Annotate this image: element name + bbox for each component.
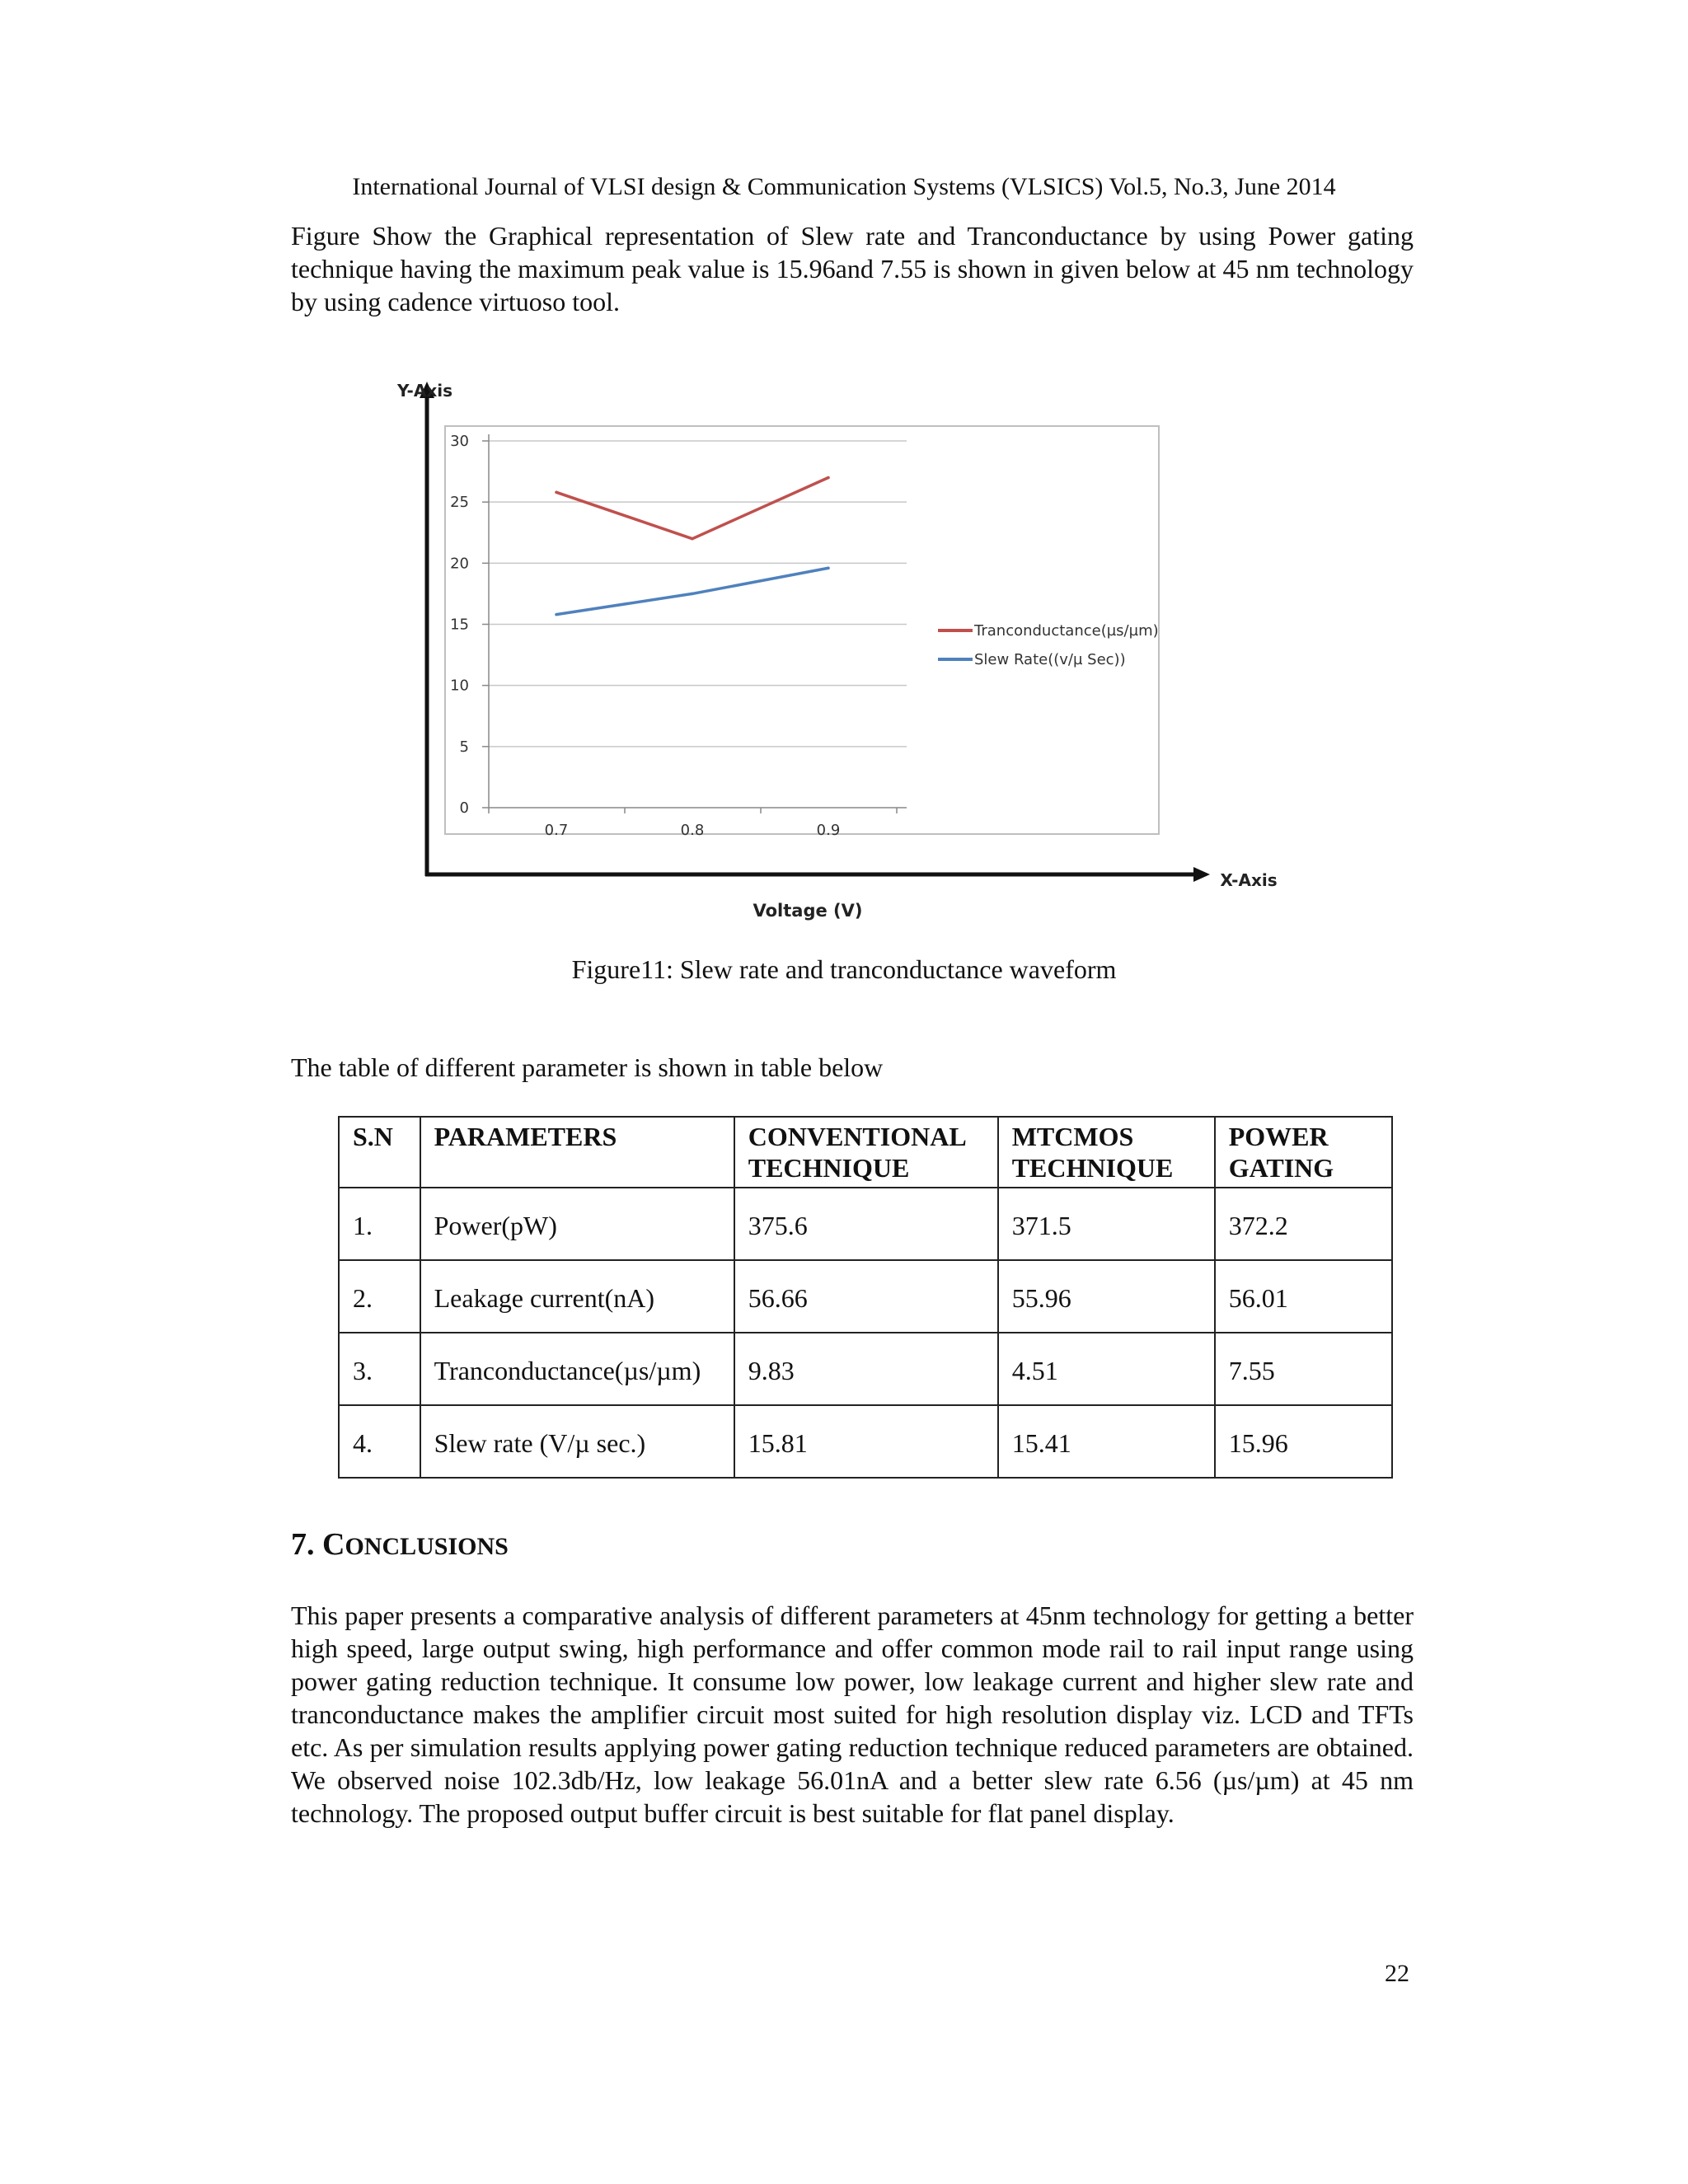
cell-power-gating: 7.55: [1215, 1333, 1392, 1405]
cell-mtcmos: 15.41: [998, 1405, 1215, 1478]
cell-conventional: 9.83: [734, 1333, 998, 1405]
table-row: [339, 1405, 1392, 1478]
data-point: [555, 613, 558, 616]
cell-parameter: Leakage current(nA): [420, 1260, 734, 1333]
table-row: [339, 1333, 1392, 1405]
table-header-row: [339, 1117, 1392, 1188]
y-tick-label: 5: [459, 738, 469, 756]
data-point: [827, 476, 830, 480]
cell-conventional: 375.6: [734, 1188, 998, 1260]
y-axis-caption: Y-Axis: [397, 381, 452, 401]
journal-header: International Journal of VLSI design & Communication Systems (VLSICS) Vol.5, No.3, June 2014: [352, 173, 1336, 200]
section-title: ONCLUSIONS: [345, 1533, 509, 1560]
cell-mtcmos: 55.96: [998, 1260, 1215, 1333]
table-row: [339, 1260, 1392, 1333]
header-sn: S.N: [339, 1117, 420, 1188]
y-tick-label: 20: [450, 555, 469, 573]
data-point: [555, 491, 558, 494]
section-heading: [291, 1526, 509, 1563]
x-axis-arrowhead: [1193, 867, 1210, 882]
x-tick-label: 0.8: [680, 822, 705, 839]
y-tick-label: 15: [450, 616, 469, 634]
data-point: [691, 537, 694, 541]
figure-caption: Figure11: Slew rate and tranconductance waveform: [571, 954, 1117, 984]
legend-label: Tranconductance(µs/µm): [974, 622, 1159, 640]
cell-mtcmos: 4.51: [998, 1333, 1215, 1405]
cell-power-gating: 56.01: [1215, 1260, 1392, 1333]
cell-parameter: Power(pW): [420, 1188, 734, 1260]
line-chart: [387, 375, 1335, 935]
cell-parameter: Tranconductance(µs/µm): [420, 1333, 734, 1405]
cell-conventional: 15.81: [734, 1405, 998, 1478]
cell-mtcmos: 371.5: [998, 1188, 1215, 1260]
x-axis-title: Voltage (V): [753, 901, 863, 921]
x-axis-caption: X-Axis: [1220, 870, 1278, 890]
x-tick-label: 0.7: [544, 822, 569, 839]
cell-parameter: Slew rate (V/µ sec.): [420, 1405, 734, 1478]
y-tick-label: 30: [450, 433, 469, 450]
data-point: [691, 593, 694, 596]
cell-power-gating: 372.2: [1215, 1188, 1392, 1260]
header-conventional: CONVENTIONAL TECHNIQUE: [734, 1117, 998, 1188]
table-row: [339, 1188, 1392, 1260]
cell-conventional: 56.66: [734, 1260, 998, 1333]
data-point: [827, 566, 830, 569]
header-parameters: PARAMETERS: [420, 1117, 734, 1188]
page-number: 22: [1385, 1960, 1409, 1987]
cell-sn: 2.: [339, 1260, 420, 1333]
cell-power-gating: 15.96: [1215, 1405, 1392, 1478]
parameter-table: [338, 1116, 1393, 1479]
conclusion-paragraph: This paper presents a comparative analysis of different parameters at 45nm technology for getting a better high speed, large output swing, high performance and offer common mode rail to rail input range using power gating reduction technique. It consume low power, low leakage current and higher slew rate and tranconductance makes the amplifier circuit most suited for high resolution display viz. LCD and TFTs etc. As per simulation results applying power gating reduction technique reduced parameters are obtained. We observed noise 102.3db/Hz, low leakage 56.01nA and a better slew rate 6.56 (µs/µm) at 45 nm technology. The proposed output buffer circuit is best suitable for flat panel display.: [291, 1601, 1414, 1828]
cell-sn: 3.: [339, 1333, 420, 1405]
cell-sn: 4.: [339, 1405, 420, 1478]
section-number: 7. C: [291, 1527, 345, 1562]
y-tick-label: 0: [459, 799, 469, 817]
cell-sn: 1.: [339, 1188, 420, 1260]
legend-label: Slew Rate((v/µ Sec)): [974, 651, 1126, 668]
header-power-gating: POWER GATING: [1215, 1117, 1392, 1188]
table-intro: The table of different parameter is shown in table below: [291, 1052, 884, 1082]
chart-svg: [387, 375, 1335, 935]
header-mtcmos: MTCMOS TECHNIQUE: [998, 1117, 1215, 1188]
y-tick-label: 25: [450, 494, 469, 512]
intro-paragraph: Figure Show the Graphical representation of Slew rate and Tranconductance by using Power gating technique having the maximum peak value is 15.96and 7.55 is shown in given below at 45 nm technology by using cadence virtuoso tool.: [291, 221, 1414, 316]
y-tick-label: 10: [450, 677, 469, 695]
x-tick-label: 0.9: [816, 822, 841, 839]
